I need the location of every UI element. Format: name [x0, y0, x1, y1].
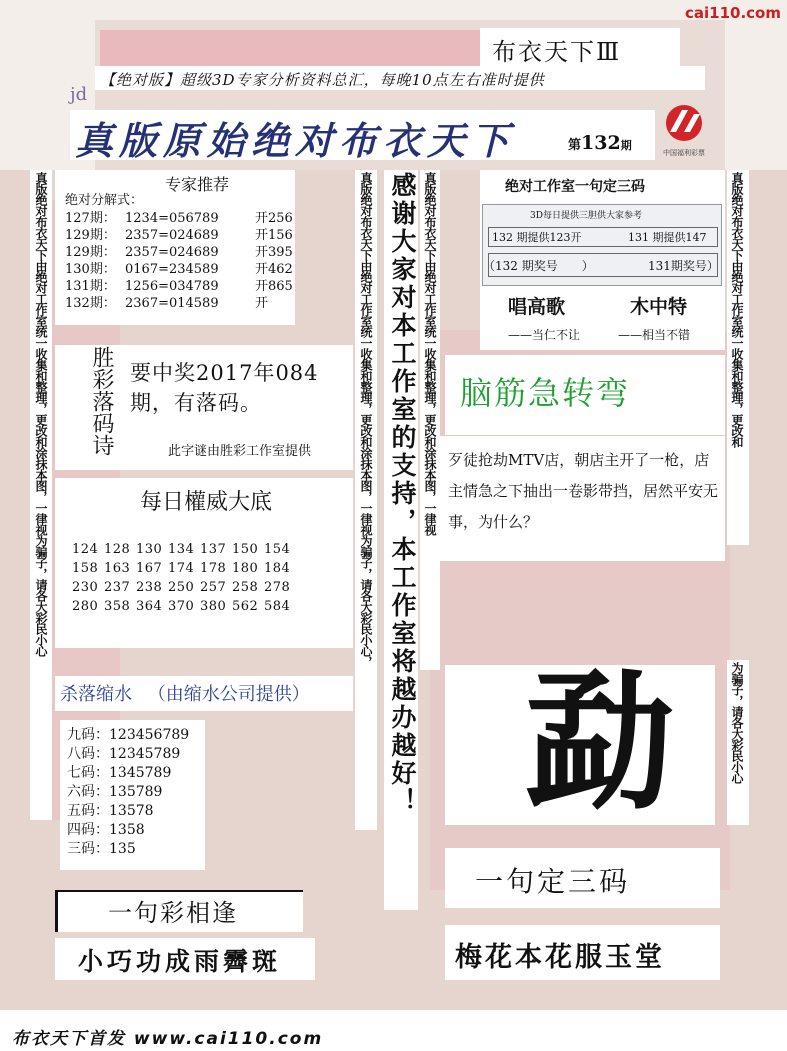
daily-number: 370: [168, 599, 195, 614]
expert-row-result: 开: [255, 296, 269, 311]
studio-subheading: 3D每日提供三胆供大家参考: [530, 211, 642, 221]
expert-row: [65, 278, 325, 295]
poem-text: 要中奖2017年084期，有落码。: [130, 361, 319, 415]
daily-number: 562: [232, 599, 259, 614]
shrink-item-label: 九码：: [67, 727, 109, 743]
expert-row-issue: 130期：: [65, 262, 116, 277]
daily-number: 167: [136, 561, 163, 576]
lottery-logo: [648, 102, 720, 157]
thanks-text: 感谢大家对本工作室的支持，本工作室将越办越好！: [388, 172, 417, 816]
shrink-heading: 杀落缩水: [60, 684, 132, 705]
three-heading: 一句定三码: [475, 865, 631, 898]
daily-number: 174: [168, 561, 195, 576]
daily-number: 124: [72, 542, 99, 557]
expert-row-issue: 127期：: [65, 211, 116, 226]
shrink-item: [67, 726, 189, 745]
header-pink-band: [100, 30, 480, 70]
expert-row-code: 1256=034789: [125, 279, 219, 294]
expert-row-code: 2357=024689: [125, 245, 219, 260]
studio-award-left: （132 期奖号 ）: [483, 259, 594, 273]
daily-number: 584: [264, 599, 291, 614]
shrink-heading-line: [60, 680, 310, 706]
shrink-item: [67, 745, 189, 764]
daily-number: 128: [104, 542, 131, 557]
expert-row-result: 开256: [255, 211, 293, 226]
poem-title: 胜彩落码诗: [89, 346, 114, 456]
studio-heading: 绝对工作室一句定三码: [505, 179, 645, 195]
daily-number: 358: [104, 599, 131, 614]
daily-row: [72, 578, 296, 597]
studio-provide-left: 132 期提供123开: [492, 231, 582, 244]
daily-row: [72, 597, 296, 616]
expert-row-issue: 132期：: [65, 296, 116, 311]
daily-number: 364: [136, 599, 163, 614]
daily-number: 180: [232, 561, 259, 576]
left-vertical-text: 真版绝对布衣天下由绝对工作室统一收集和整理，更改和涂抹本图，一律视为骗子，请各大彩民小心: [34, 172, 48, 656]
studio-award-right: 131期奖号）: [648, 259, 719, 273]
subtitle: 【绝对版】超级3D专家分析资料总汇，每晚10点左右准时提供: [100, 71, 545, 89]
shrink-item-value: 135789: [109, 784, 163, 800]
expert-row-result: 开462: [255, 262, 293, 277]
daily-number: 130: [136, 542, 163, 557]
expert-row-code: 0167=234589: [125, 262, 219, 277]
shrink-item: [67, 764, 189, 783]
expert-heading: 专家推荐: [165, 175, 230, 194]
shrink-item-label: 八码：: [67, 746, 109, 762]
shrink-provider: （由缩水公司提供）: [147, 684, 310, 705]
expert-row: [65, 261, 325, 278]
expert-row-result: 开395: [255, 245, 293, 260]
daily-number: 154: [264, 542, 291, 557]
daily-number: 134: [168, 542, 195, 557]
footer: 布衣天下首发 www.cai110.com: [12, 1029, 324, 1049]
expert-rows: [65, 210, 325, 312]
expert-row-result: 开156: [255, 228, 293, 243]
right-vertical-text: 真版绝对布衣天下由绝对工作室统一收集和整理，更改和: [730, 172, 744, 447]
daily-number: 238: [136, 580, 163, 595]
shrink-list: [67, 726, 189, 859]
daily-rows: [72, 540, 296, 616]
shrink-item-value: 135: [109, 841, 136, 857]
poem-credit: 此字谜由胜彩工作室提供: [168, 444, 312, 459]
right-vertical-bottom-text: 为骗子，请各大彩民小心: [730, 662, 744, 783]
big-char: 勐: [525, 655, 676, 831]
daily-number: 163: [104, 561, 131, 576]
issue-suffix: 期: [620, 139, 632, 152]
shrink-item-label: 七码：: [67, 765, 109, 781]
shrink-item-label: 三码：: [67, 841, 109, 857]
logo-caption: 中国福利彩票: [663, 149, 705, 157]
shrink-item-value: 123456789: [109, 727, 190, 743]
daily-number: 230: [72, 580, 99, 595]
shrink-item: [67, 840, 189, 859]
special-label: 木中特: [630, 296, 688, 318]
daily-number: 257: [200, 580, 227, 595]
shrink-item-label: 四码：: [67, 822, 109, 838]
daily-number: 250: [168, 580, 195, 595]
expert-row-code: 1234=056789: [125, 211, 219, 226]
special-sub: ——相当不错: [618, 328, 691, 342]
daily-number: 137: [200, 542, 227, 557]
daily-number: 178: [200, 561, 227, 576]
issue-number: 132: [581, 132, 621, 154]
shrink-item: [67, 802, 189, 821]
shrink-item-value: 1345789: [109, 765, 172, 781]
shrink-item-value: 1358: [109, 822, 145, 838]
phrase-text: 小巧功成雨霽斑: [78, 947, 282, 976]
daily-number: 258: [232, 580, 259, 595]
daily-row: [72, 559, 296, 578]
three-text: 梅花本花服玉堂: [455, 942, 665, 973]
issue-label: [568, 132, 632, 154]
song-sub: ——当仁不让: [508, 328, 581, 342]
riddle-heading: 脑筋急转弯: [460, 374, 631, 412]
expert-row: [65, 210, 325, 227]
daily-heading: 每日權威大底: [140, 490, 273, 515]
expert-row: [65, 244, 325, 261]
daily-number: 237: [104, 580, 131, 595]
expert-row-issue: 129期：: [65, 245, 116, 260]
shrink-item: [67, 783, 189, 802]
expert-row-code: 2357=024689: [125, 228, 219, 243]
daily-number: 278: [264, 580, 291, 595]
main-title: 真版原始绝对布衣天下: [75, 119, 516, 163]
expert-row-result: 开865: [255, 279, 293, 294]
expert-row-issue: 129期：: [65, 228, 116, 243]
daily-number: 380: [200, 599, 227, 614]
shrink-item-value: 13578: [109, 803, 154, 819]
series-name: 布衣天下Ⅲ: [492, 38, 622, 66]
daily-number: 150: [232, 542, 259, 557]
expert-label: 绝对分解式：: [65, 193, 144, 208]
phrase-heading: 一句彩相逢: [108, 899, 238, 927]
expert-row-issue: 131期：: [65, 279, 116, 294]
shrink-item-label: 五码：: [67, 803, 109, 819]
expert-row-code: 2367=014589: [125, 296, 219, 311]
expert-row: [65, 295, 325, 312]
shrink-item-value: 12345789: [109, 746, 181, 762]
song-label: 唱高歌: [508, 296, 566, 318]
shrink-item: [67, 821, 189, 840]
site-badge: cai110.com: [685, 4, 781, 22]
daily-number: 158: [72, 561, 99, 576]
studio-provide-right: 131 期提供147: [628, 231, 707, 244]
lottery-logo-icon: [648, 102, 720, 144]
riddle-text: 歹徒抢劫MTV店，朝店主开了一枪，店主情急之下抽出一卷影带挡，居然平安无事，为什么？: [448, 451, 719, 531]
mark-jd: jd: [70, 84, 88, 105]
mid-vertical-text-2: 真版绝对布衣天下由绝对工作室统一收集和整理，更改和涂抹本图，一律视: [423, 172, 437, 535]
shrink-item-label: 六码：: [67, 784, 109, 800]
daily-number: 280: [72, 599, 99, 614]
mid-vertical-text-1: 真版绝对布衣天下由绝对工作室统一收集和整理，更改和涂抹本图，一律视为骗子，请各大彩民小心，: [359, 172, 373, 667]
daily-row: [72, 540, 296, 559]
daily-number: 184: [264, 561, 291, 576]
issue-prefix: 第: [568, 138, 582, 153]
expert-row: [65, 227, 325, 244]
